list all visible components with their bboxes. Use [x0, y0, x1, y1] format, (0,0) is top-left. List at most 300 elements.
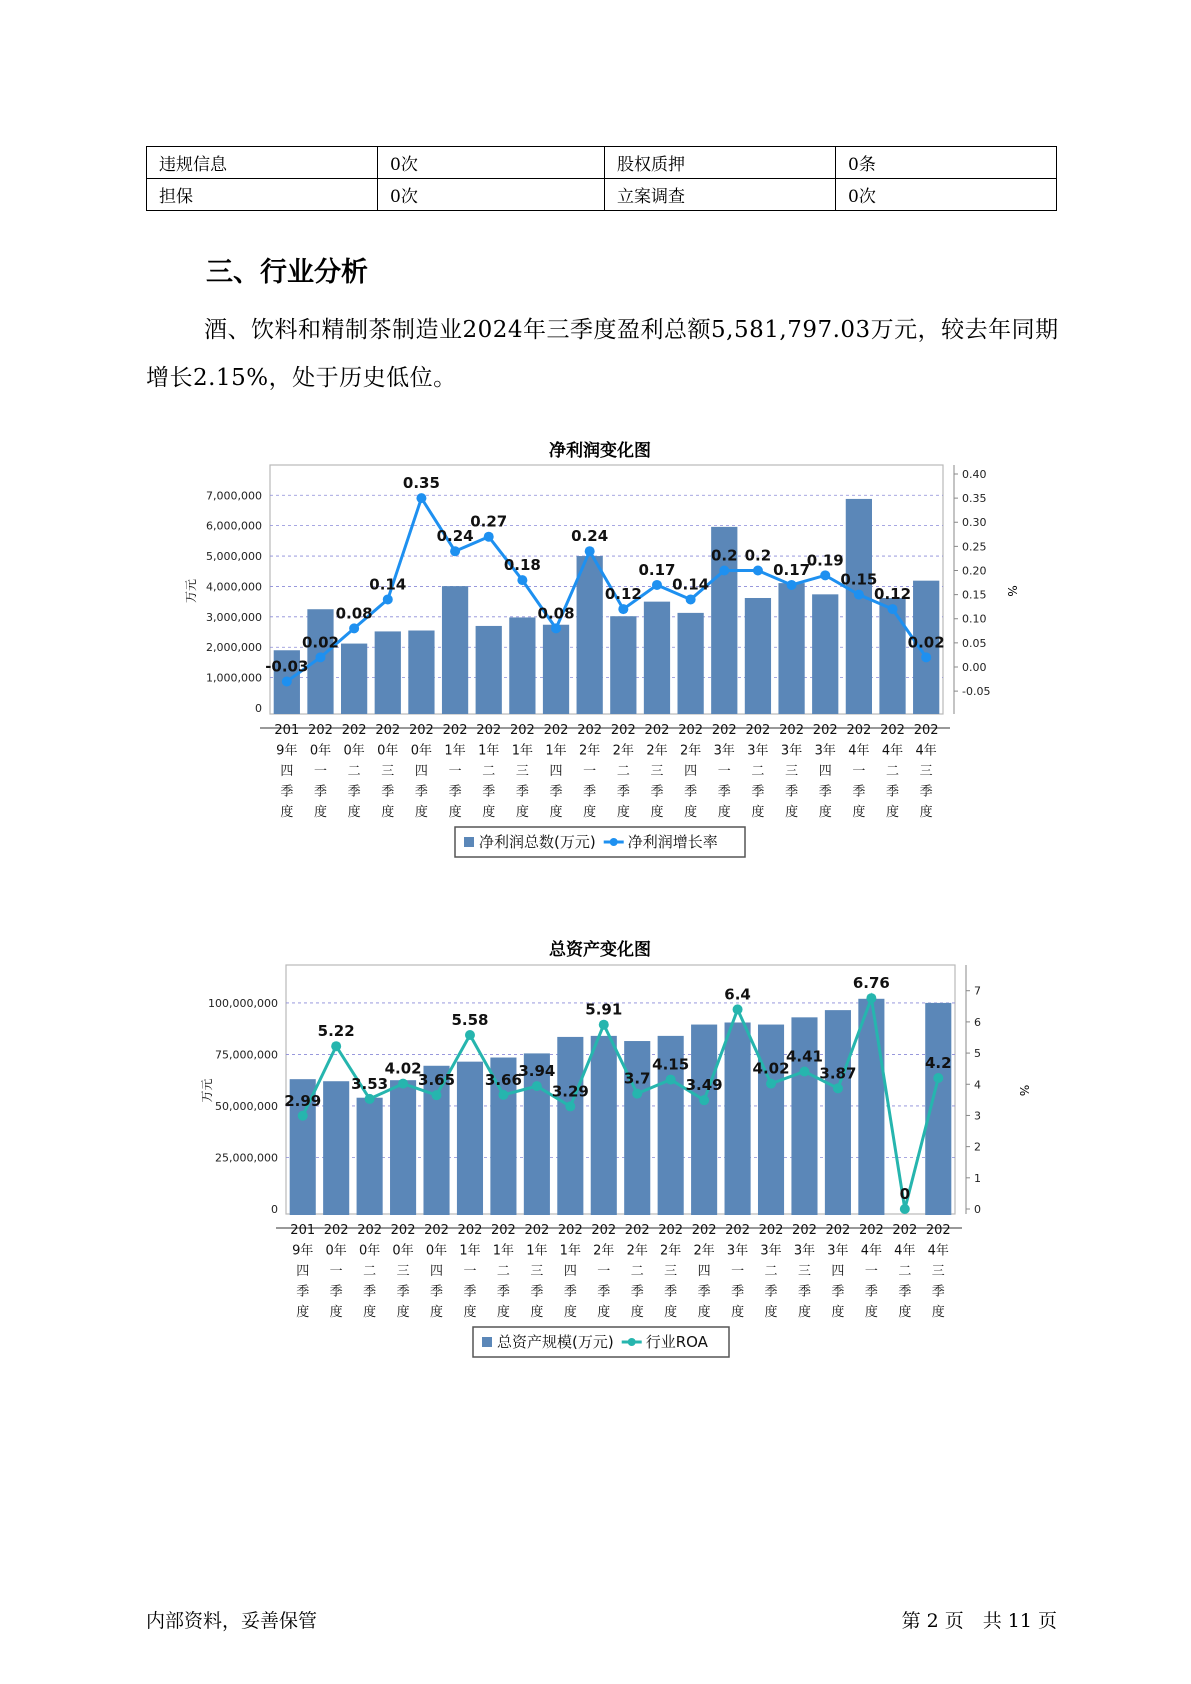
x-tick-label: 三 — [919, 764, 933, 779]
x-tick-label: 度 — [864, 1305, 878, 1320]
line-point — [517, 575, 527, 585]
x-tick-label: 202 — [925, 1223, 951, 1238]
x-tick-label: 一 — [313, 764, 327, 779]
bar — [577, 556, 603, 714]
x-tick-label: 季 — [852, 784, 866, 800]
x-tick-label: 四 — [296, 1264, 310, 1279]
x-tick-label: 季 — [684, 784, 698, 800]
bar — [390, 1080, 416, 1215]
bar — [691, 1025, 717, 1215]
x-tick-label: 四 — [549, 764, 563, 779]
data-label: 0.12 — [604, 585, 642, 604]
data-label: 3.49 — [685, 1076, 723, 1095]
data-label: 2.99 — [284, 1091, 322, 1110]
bar — [457, 1062, 483, 1215]
line-point — [282, 676, 292, 686]
x-tick-label: 四 — [684, 764, 698, 779]
x-tick-label: 0年 — [392, 1243, 414, 1259]
x-tick-label: 2年 — [679, 743, 702, 759]
x-tick-label: 3年 — [726, 1243, 749, 1259]
x-tick-label: 季 — [296, 1284, 310, 1300]
y2-tick-label: 0.00 — [962, 660, 987, 674]
table-cell: 0次 — [836, 179, 1057, 211]
line-point — [432, 1090, 442, 1100]
x-tick-label: 三 — [515, 764, 529, 779]
line-point — [484, 532, 494, 542]
line-point — [365, 1094, 375, 1104]
x-tick-label: 202 — [913, 723, 939, 738]
x-tick-label: 四 — [818, 764, 832, 779]
table-row — [147, 179, 1057, 211]
x-tick-label: 季 — [363, 1284, 377, 1300]
y2-tick-label: 0.40 — [962, 468, 987, 481]
line-point — [532, 1081, 542, 1091]
x-tick-label: 202 — [610, 723, 636, 738]
x-tick-label: 二 — [363, 1264, 377, 1279]
section-title: 三、行业分析 — [206, 257, 368, 288]
x-tick-label: 度 — [818, 805, 832, 820]
x-tick-label: 1年 — [545, 743, 567, 759]
legend-line-marker — [610, 838, 618, 846]
x-tick-label: 季 — [583, 784, 597, 800]
x-tick-label: 度 — [448, 805, 462, 820]
data-label: 3.65 — [418, 1071, 456, 1090]
x-tick-label: 4年 — [894, 1243, 916, 1259]
y-tick-label: 75,000,000 — [215, 1048, 278, 1062]
x-tick-label: 二 — [886, 764, 900, 779]
x-tick-label: 三 — [785, 764, 799, 779]
line-point — [599, 1020, 609, 1030]
footer-page-number: 第 2 页 共 11 页 — [901, 1610, 1057, 1632]
y2-tick-label: 0.20 — [962, 564, 987, 578]
x-tick-label: 度 — [482, 805, 496, 820]
x-tick-label: 202 — [880, 723, 905, 738]
x-tick-label: 度 — [463, 1305, 477, 1320]
data-label: 4.15 — [652, 1055, 690, 1074]
data-label: 0.24 — [436, 527, 474, 546]
x-tick-label: 202 — [424, 1223, 449, 1238]
x-tick-label: 2年 — [612, 743, 634, 759]
x-tick-label: 1年 — [492, 1243, 515, 1259]
bar — [442, 586, 468, 714]
table-cell: 立案调查 — [605, 179, 836, 211]
x-tick-label: 度 — [347, 805, 361, 820]
x-tick-label: 季 — [764, 1284, 778, 1300]
y-axis-label: 万元 — [200, 1078, 214, 1103]
data-label: 3.87 — [819, 1064, 857, 1083]
x-tick-label: 度 — [664, 1305, 678, 1320]
x-tick-label: 2年 — [660, 1243, 682, 1259]
x-tick-label: 202 — [792, 1223, 817, 1238]
x-tick-label: 202 — [591, 1223, 617, 1238]
data-label: 0.17 — [773, 560, 811, 579]
y-tick-label: 1,000,000 — [206, 671, 262, 685]
x-tick-label: 季 — [931, 1284, 945, 1300]
x-tick-label: 1年 — [559, 1243, 581, 1259]
x-tick-label: 2年 — [646, 743, 668, 759]
line-point — [652, 580, 662, 590]
x-tick-label: 季 — [717, 784, 731, 800]
bar — [476, 626, 502, 714]
y2-tick-label: 0.05 — [962, 636, 987, 650]
x-tick-label: 度 — [363, 1305, 377, 1320]
x-tick-label: 季 — [797, 1284, 811, 1300]
line-point — [498, 1090, 508, 1100]
x-tick-label: 4年 — [848, 743, 870, 759]
x-tick-label: 202 — [442, 723, 468, 738]
bar — [745, 598, 771, 714]
x-tick-label: 202 — [658, 1223, 684, 1238]
x-tick-label: 度 — [785, 805, 799, 820]
table-cell: 0条 — [836, 147, 1057, 179]
data-label: 6.4 — [724, 985, 751, 1004]
x-tick-label: 202 — [509, 723, 535, 738]
x-tick-label: 度 — [597, 1305, 611, 1320]
x-tick-label: 4年 — [927, 1243, 949, 1259]
x-tick-label: 9年 — [276, 743, 298, 759]
x-tick-label: 1年 — [444, 743, 466, 759]
legend-bar-label: 净利润总数(万元) — [479, 833, 596, 851]
y2-tick-label: 0.15 — [962, 588, 987, 602]
y-tick-label: 0 — [271, 1203, 278, 1216]
bar — [858, 999, 884, 1215]
x-tick-label: 2年 — [579, 743, 601, 759]
x-tick-label: 季 — [650, 784, 664, 800]
bar — [644, 602, 670, 714]
legend-bar-swatch — [482, 1337, 492, 1347]
y-tick-label: 0 — [255, 702, 262, 715]
bar — [778, 583, 804, 714]
x-tick-label: 202 — [678, 723, 704, 738]
x-tick-label: 3年 — [780, 743, 803, 759]
x-tick-label: 202 — [624, 1223, 650, 1238]
x-tick-label: 0年 — [358, 1243, 381, 1259]
bar — [624, 1041, 650, 1215]
x-tick-label: 0年 — [425, 1243, 448, 1259]
bar — [825, 1010, 851, 1215]
x-tick-label: 季 — [496, 1284, 510, 1300]
bar — [725, 1022, 751, 1215]
x-tick-label: 季 — [463, 1284, 477, 1300]
x-tick-label: 二 — [496, 1264, 510, 1279]
x-tick-label: 季 — [731, 1284, 745, 1300]
y2-tick-label: 0.30 — [962, 516, 987, 530]
data-label: 5.22 — [317, 1022, 355, 1041]
x-tick-label: 三 — [797, 1264, 811, 1279]
line-point — [465, 1030, 475, 1040]
line-point — [888, 604, 898, 614]
x-tick-label: 9年 — [292, 1243, 314, 1259]
line-point — [921, 652, 931, 662]
legend-bar-label: 总资产规模(万元) — [497, 1333, 614, 1351]
y2-tick-label: 0 — [974, 1203, 981, 1216]
data-label: 0 — [899, 1185, 911, 1203]
x-tick-label: 一 — [583, 764, 597, 779]
y2-axis-label: % — [1005, 585, 1019, 597]
x-tick-label: 0年 — [309, 743, 332, 759]
x-tick-label: 202 — [577, 723, 603, 738]
data-label: 3.66 — [484, 1070, 522, 1089]
chart-title-total-assets: 总资产变化图 — [549, 940, 651, 960]
data-label: 4.41 — [785, 1047, 823, 1066]
table-cell: 违规信息 — [147, 147, 378, 179]
x-tick-label: 度 — [650, 805, 664, 820]
table-cell: 担保 — [147, 179, 378, 211]
x-tick-label: 二 — [347, 764, 361, 779]
x-tick-label: 度 — [852, 805, 866, 820]
x-tick-label: 季 — [697, 1284, 711, 1300]
bar — [678, 613, 704, 714]
x-tick-label: 202 — [557, 1223, 583, 1238]
x-tick-label: 季 — [785, 784, 799, 800]
x-tick-label: 4年 — [881, 743, 904, 759]
x-tick-label: 四 — [831, 1264, 845, 1279]
bar — [543, 625, 569, 714]
y-tick-label: 50,000,000 — [215, 1099, 278, 1113]
x-tick-label: 3年 — [827, 1243, 849, 1259]
x-tick-label: 一 — [463, 1264, 477, 1279]
x-tick-label: 202 — [357, 1223, 383, 1238]
x-tick-label: 度 — [414, 805, 428, 820]
x-tick-label: 季 — [396, 1284, 410, 1300]
bar — [357, 1098, 383, 1215]
bar — [323, 1081, 349, 1215]
table-cell: 0次 — [378, 179, 605, 211]
x-tick-label: 202 — [543, 723, 569, 738]
x-tick-label: 季 — [616, 784, 630, 800]
x-tick-label: 202 — [390, 1223, 416, 1238]
y2-axis-label: % — [1017, 1084, 1031, 1097]
data-label: 4.2 — [924, 1054, 952, 1073]
x-tick-label: 度 — [381, 805, 395, 820]
x-tick-label: 202 — [323, 1223, 349, 1238]
legend-line-label: 净利润增长率 — [627, 833, 718, 851]
line-point — [315, 652, 325, 662]
line-point — [618, 604, 628, 614]
x-tick-label: 202 — [892, 1223, 918, 1238]
x-tick-label: 度 — [919, 805, 933, 820]
x-tick-label: 一 — [852, 764, 866, 779]
x-tick-label: 季 — [597, 1284, 611, 1300]
x-tick-label: 一 — [731, 1264, 745, 1279]
legend-bar-swatch — [464, 837, 474, 847]
bar — [812, 594, 838, 714]
x-tick-label: 度 — [496, 1305, 510, 1320]
total-assets-chart — [0, 962, 1191, 1382]
x-tick-label: 三 — [381, 764, 395, 779]
x-tick-label: 季 — [886, 784, 900, 800]
line-point — [331, 1041, 341, 1051]
line-point — [719, 565, 729, 575]
data-label: 0.14 — [369, 575, 407, 594]
analysis-paragraph: 酒、饮料和精制茶制造业2024年三季度盈利总额5,581,797.03万元，较去年同期增长2.15%，处于历史低位。 — [146, 317, 1059, 391]
x-tick-label: 3年 — [793, 1243, 816, 1259]
bar — [509, 617, 535, 714]
x-tick-label: 0年 — [325, 1243, 347, 1259]
x-tick-label: 一 — [448, 764, 462, 779]
data-label: 0.18 — [503, 556, 541, 575]
x-tick-label: 季 — [329, 1284, 343, 1300]
table-row — [147, 147, 1057, 179]
x-tick-label: 202 — [341, 723, 367, 738]
y2-tick-label: 1 — [974, 1171, 981, 1185]
x-tick-label: 1年 — [526, 1243, 548, 1259]
x-tick-label: 季 — [751, 784, 765, 800]
x-tick-label: 度 — [515, 805, 529, 820]
x-tick-label: 度 — [296, 1305, 310, 1320]
x-tick-label: 度 — [717, 805, 731, 820]
footer-confidential: 内部资料，妥善保管 — [146, 1610, 318, 1632]
data-label: 3.7 — [623, 1069, 651, 1088]
data-label: 0.08 — [335, 604, 373, 623]
y-tick-label: 2,000,000 — [206, 641, 262, 655]
x-tick-label: 二 — [751, 764, 765, 779]
x-tick-label: 季 — [381, 784, 395, 800]
data-label: 5.91 — [585, 1000, 623, 1019]
x-tick-label: 季 — [919, 784, 933, 800]
line-point — [933, 1073, 943, 1083]
data-label: 0.14 — [672, 575, 710, 594]
bar — [846, 499, 872, 714]
x-tick-label: 202 — [711, 723, 737, 738]
y2-tick-label: 4 — [974, 1078, 981, 1092]
line-point — [686, 594, 696, 604]
x-tick-label: 度 — [313, 805, 327, 820]
x-tick-label: 202 — [725, 1223, 750, 1238]
x-tick-label: 季 — [563, 1284, 577, 1300]
x-tick-label: 季 — [898, 1284, 912, 1300]
x-tick-label: 度 — [731, 1305, 745, 1320]
bar — [408, 631, 434, 714]
x-tick-label: 4年 — [915, 743, 937, 759]
x-tick-label: 一 — [717, 764, 731, 779]
x-tick-label: 度 — [530, 1305, 544, 1320]
x-tick-label: 2年 — [693, 1243, 715, 1259]
line-point — [766, 1079, 776, 1089]
x-tick-label: 度 — [898, 1305, 912, 1320]
data-label: 0.2 — [710, 546, 738, 565]
line-point — [383, 594, 393, 604]
y-tick-label: 6,000,000 — [206, 519, 262, 533]
x-tick-label: 二 — [764, 1264, 778, 1279]
net-profit-chart — [0, 462, 1191, 882]
x-tick-label: 0年 — [410, 743, 433, 759]
x-tick-label: 度 — [697, 1305, 711, 1320]
y2-tick-label: -0.05 — [962, 685, 991, 699]
x-tick-label: 二 — [616, 764, 630, 779]
x-tick-label: 202 — [524, 1223, 550, 1238]
x-tick-label: 季 — [818, 784, 832, 800]
y2-tick-label: 2 — [974, 1140, 981, 1154]
x-tick-label: 0年 — [377, 743, 399, 759]
x-tick-label: 度 — [931, 1305, 945, 1320]
line-point — [450, 546, 460, 556]
data-label: 4.02 — [384, 1059, 422, 1078]
data-label: 3.94 — [518, 1062, 556, 1081]
x-tick-label: 三 — [650, 764, 664, 779]
line-point — [799, 1066, 809, 1076]
x-tick-label: 度 — [583, 805, 597, 820]
x-tick-label: 201 — [274, 723, 300, 738]
data-label: 0.19 — [806, 551, 844, 570]
x-tick-label: 度 — [563, 1305, 577, 1320]
x-tick-label: 季 — [549, 784, 563, 800]
x-tick-label: 度 — [831, 1305, 845, 1320]
x-tick-label: 1年 — [459, 1243, 481, 1259]
x-tick-label: 季 — [448, 784, 462, 800]
x-tick-label: 二 — [898, 1264, 912, 1279]
line-point — [820, 570, 830, 580]
info-table — [146, 146, 1057, 211]
x-tick-label: 季 — [664, 1284, 678, 1300]
x-tick-label: 度 — [764, 1305, 778, 1320]
x-tick-label: 度 — [430, 1305, 444, 1320]
x-tick-label: 度 — [751, 805, 765, 820]
x-tick-label: 202 — [745, 723, 771, 738]
x-tick-label: 四 — [563, 1264, 577, 1279]
x-tick-label: 201 — [290, 1223, 316, 1238]
line-point — [733, 1004, 743, 1014]
data-label: 0.2 — [744, 546, 772, 565]
bar — [758, 1025, 784, 1215]
x-tick-label: 2年 — [626, 1243, 648, 1259]
x-tick-label: 度 — [396, 1305, 410, 1320]
line-point — [298, 1111, 308, 1121]
x-tick-label: 202 — [779, 723, 804, 738]
x-tick-label: 二 — [482, 764, 496, 779]
y-tick-label: 7,000,000 — [206, 489, 262, 503]
line-point — [632, 1089, 642, 1099]
x-tick-label: 季 — [515, 784, 529, 800]
bar — [557, 1037, 583, 1215]
x-tick-label: 度 — [616, 805, 630, 820]
line-point — [699, 1095, 709, 1105]
x-tick-label: 季 — [831, 1284, 845, 1300]
data-label: 0.02 — [301, 633, 339, 652]
x-tick-label: 度 — [329, 1305, 343, 1320]
line-point — [787, 580, 797, 590]
x-tick-label: 度 — [797, 1305, 811, 1320]
y2-tick-label: 0.35 — [962, 492, 987, 506]
data-label: 0.12 — [874, 585, 912, 604]
y2-tick-label: 7 — [974, 984, 981, 998]
x-tick-label: 一 — [329, 1264, 343, 1279]
y-tick-label: 3,000,000 — [206, 610, 262, 624]
x-tick-label: 四 — [430, 1264, 444, 1279]
x-tick-label: 202 — [812, 723, 838, 738]
x-tick-label: 度 — [280, 805, 294, 820]
y-axis-label: 万元 — [184, 578, 198, 604]
line-point — [666, 1075, 676, 1085]
data-label: 0.15 — [840, 570, 878, 589]
y2-tick-label: 0.25 — [962, 540, 987, 554]
x-tick-label: 四 — [414, 764, 428, 779]
data-label: 0.17 — [638, 560, 676, 579]
x-tick-label: 三 — [664, 1264, 678, 1279]
x-tick-label: 202 — [375, 723, 401, 738]
line-point — [398, 1079, 408, 1089]
line-point — [753, 565, 763, 575]
x-tick-label: 季 — [864, 1284, 878, 1300]
x-tick-label: 度 — [886, 805, 900, 820]
y2-tick-label: 0.10 — [962, 612, 987, 626]
table-cell: 0次 — [378, 147, 605, 179]
data-label: 0.35 — [402, 474, 440, 493]
data-label: 3.29 — [551, 1082, 589, 1101]
x-tick-label: 3年 — [760, 1243, 782, 1259]
y-tick-label: 5,000,000 — [206, 550, 262, 564]
line-point — [585, 546, 595, 556]
